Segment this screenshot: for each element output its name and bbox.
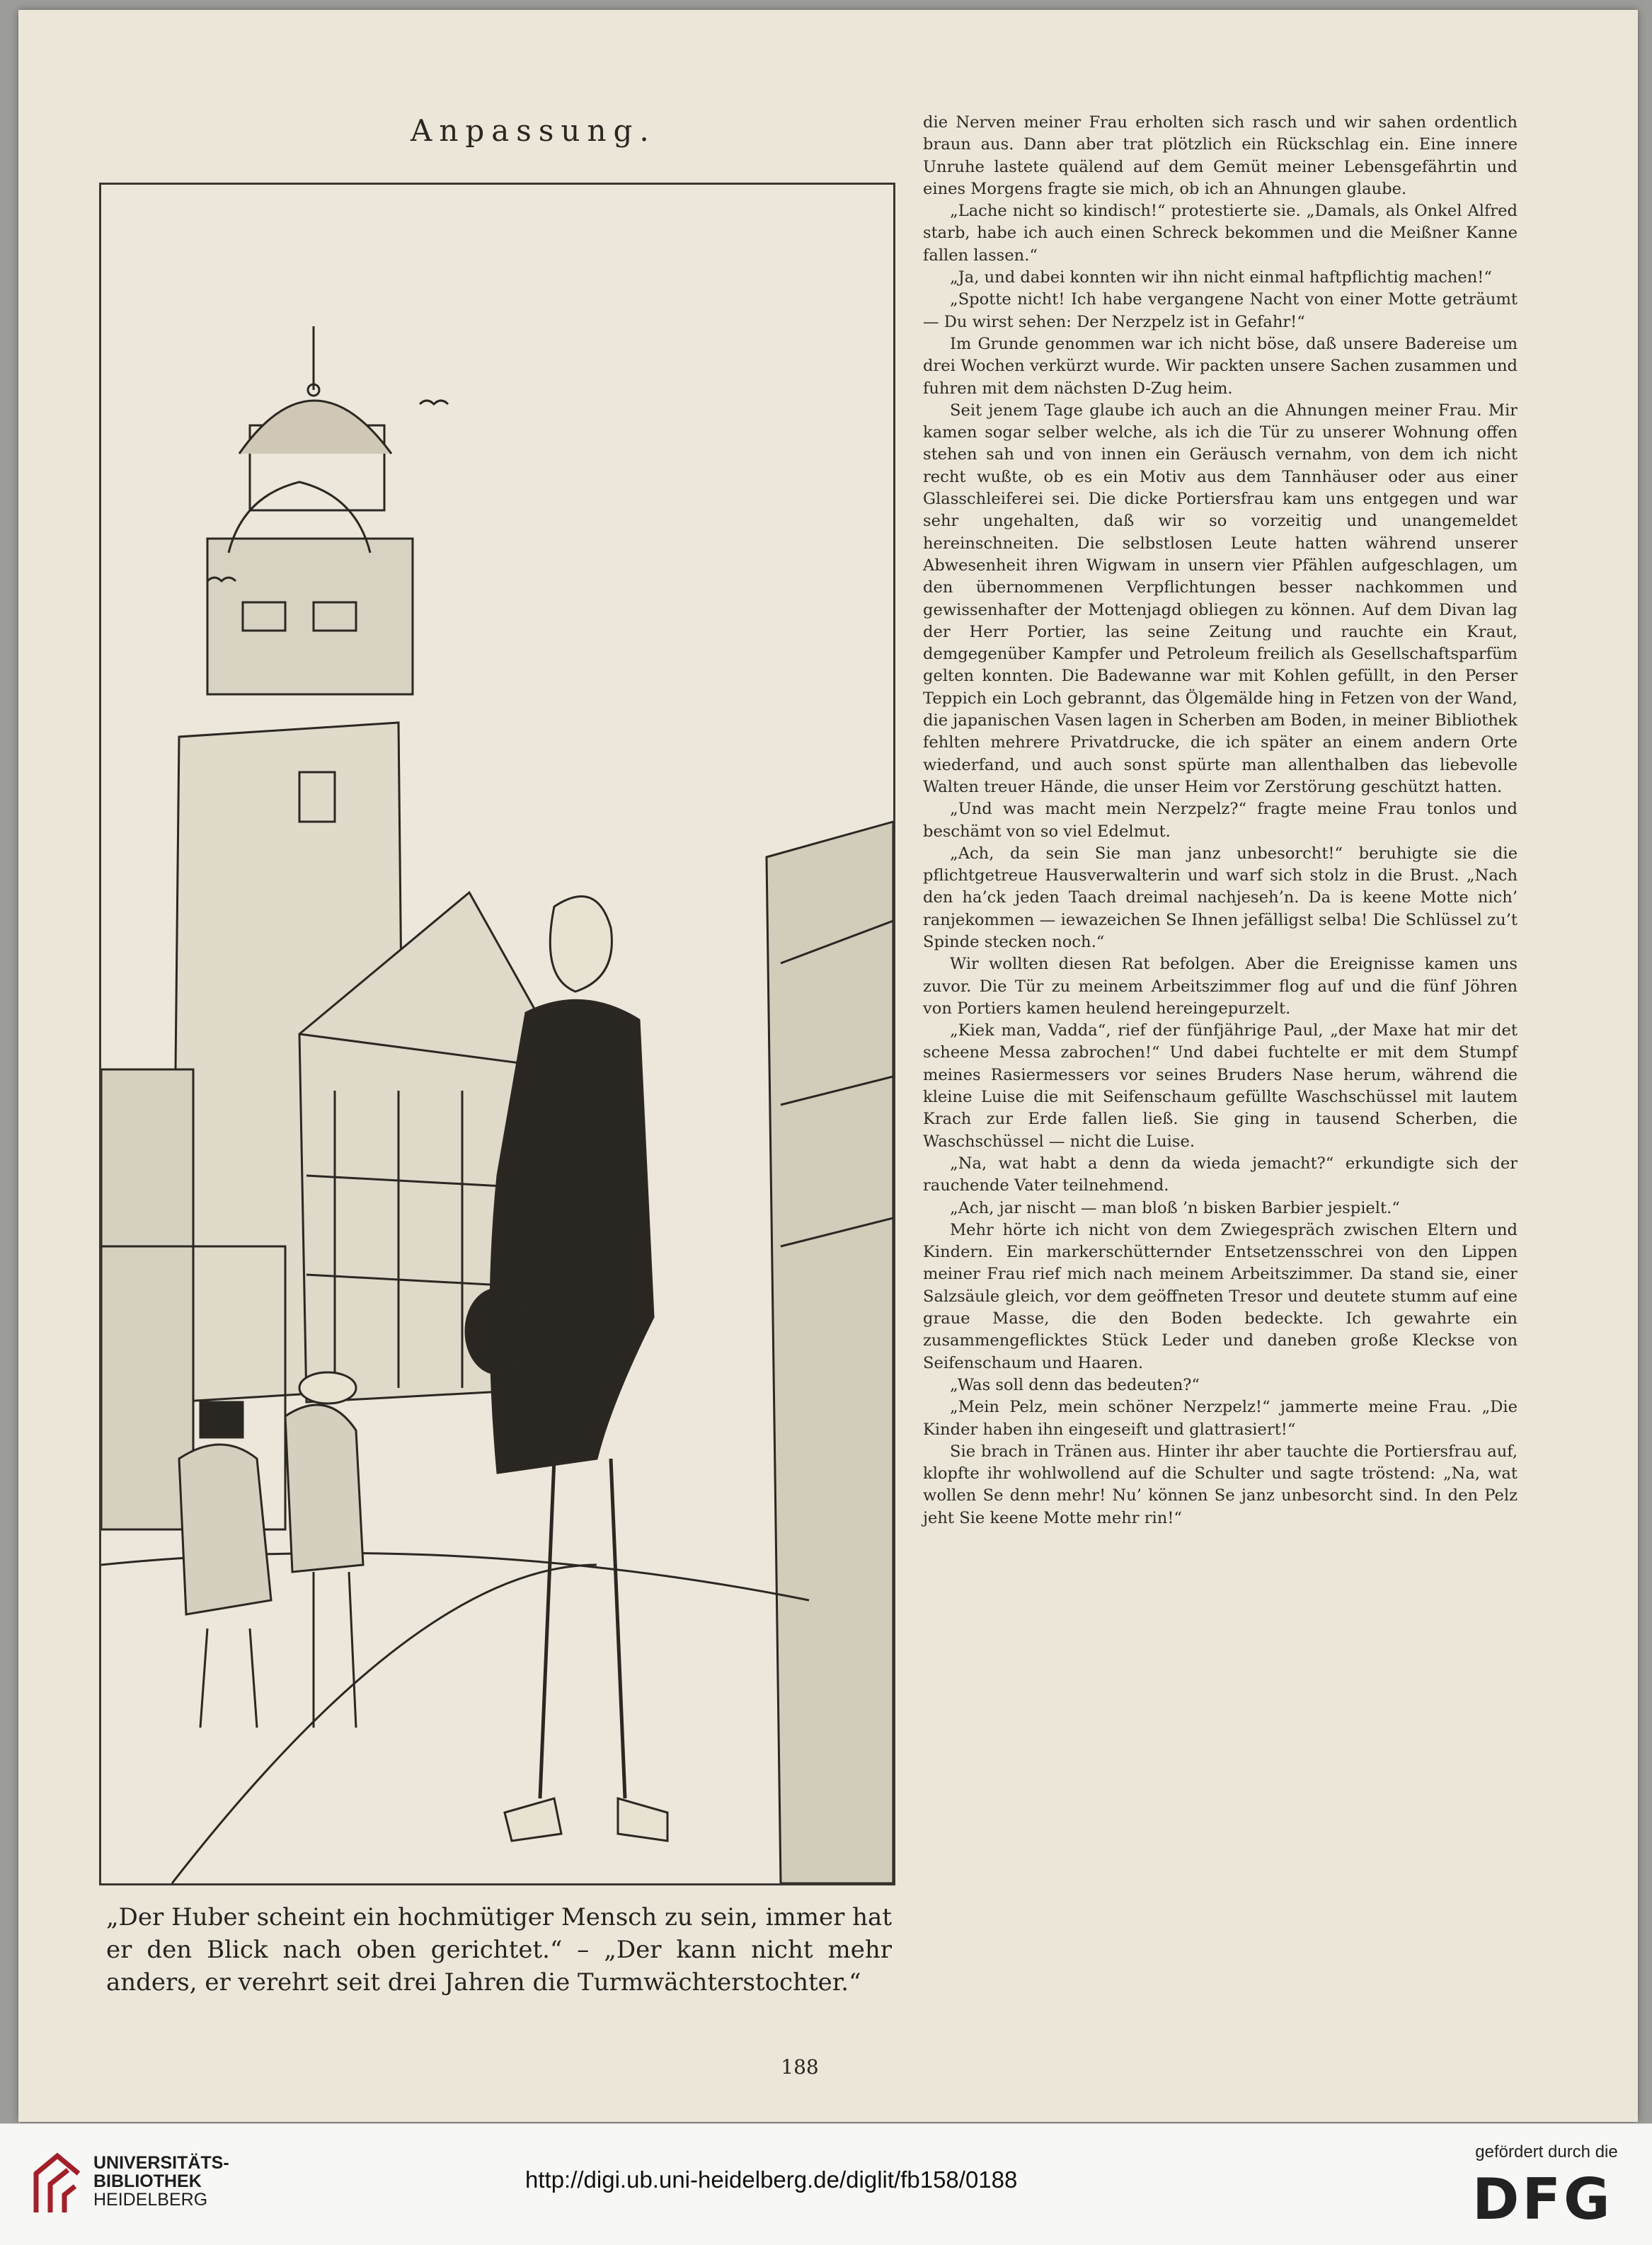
- viewer-footer: [0, 2123, 1652, 2245]
- article-text: [923, 112, 1518, 1529]
- paragraph: „Kiek man, Vadda“, rief der fünfjährige Paul, „der Maxe hat mir det scheene Messa zabrochen!“ Und dabei fuchtelte er mit dem Stumpf meines Rasiermessers vor seines Bruders Nase herum, während die kleine Luise die mit Seifenschaum gefüllte Waschschüssel mit lautem Krach zur Erde fallen ließ. Sie ging in tausend Scherben, die Waschschüssel — nicht die Luise.: [923, 1021, 1518, 1151]
- funding-note: gefördert durch die: [1475, 2142, 1618, 2161]
- library-name-line: UNIVERSITÄTS-: [93, 2153, 229, 2173]
- paragraph: „Lache nicht so kindisch!“ protestierte sie. „Damals, als Onkel Alfred starb, habe ich auch einen Schreck bekommen und die Meißner Kanne fallen lassen.“: [923, 202, 1518, 265]
- paragraph: „Spotte nicht! Ich habe vergangene Nacht von einer Motte geträumt — Du wirst sehen: Der Nerzpelz ist in Gefahr!“: [923, 290, 1518, 331]
- paragraph: „Ach, da sein Sie man janz unbesorcht!“ beruhigte sie die pflichtgetreue Hausverwalterin und warf sich stolz in die Brust. „Nach den ha’ck jeden Taach dreimal nachjeseh’n. Da is keene Motte nich’ ranjekommen — iewazeichen Se Ihnen jefälligst selba! Die Schlüssel zu’t Spinde stecken noch.“: [923, 844, 1518, 951]
- library-name[interactable]: [93, 2154, 229, 2209]
- paragraph: „Na, wat habt a denn da wieda jemacht?“ erkundigte sich der rauchende Vater teilnehmend.: [923, 1154, 1518, 1195]
- library-logo-icon[interactable]: [25, 2145, 89, 2223]
- paragraph: Im Grunde genommen war ich nicht böse, daß unsere Badereise um drei Wochen verkürzt wurde. Wir packten unsere Sachen zusammen und fuhren mit dem nächsten D-Zug heim.: [923, 334, 1518, 398]
- illustration-drawing: [101, 185, 893, 1883]
- illustration-caption: „Der Huber scheint ein hochmütiger Mensch zu sein, immer hat er den Blick nach oben gerichtet.“ – „Der kann nicht mehr anders, er verehrt seit drei Jahren die Turmwächterstochter.“: [106, 1903, 892, 1997]
- paragraph: Seit jenem Tage glaube ich auch an die Ahnungen meiner Frau. Mir kamen sogar selber welche, als ich die Tür zu unserer Wohnung offen stehen sah und von innen ein Geräusch vernahm, von dem ich nicht recht wußte, ob es ein Motiv aus dem Tannhäuser oder aus einer Glasschleiferei sei. Die dicke Portiersfrau kam uns entgegen und war sehr ungehalten, daß wir so vorzeitig und unangemeldet hereinschneiten. Die selbstlosen Leute hatten während unserer Abwesenheit ihren Wigwam in unsern vier Pfählen aufgeschlagen, um den übernommenen Verpflichtungen besser nachkommen und gewissenhafter der Mottenjagd obliegen zu können. Auf dem Divan lag der Herr Portier, las seine Zeitung und rauchte ein Kraut, demgegenüber Kampfer und Petroleum freilich als Gesellschaftsparfüm gelten konnten. Die Badewanne war mit Kohlen gefüllt, in den Perser Teppich ein Loch gebrannt, das Ölgemälde hing in Fetzen von der Wand, die japanischen Vasen lagen in Scherben am Boden, in meiner Bibliothek fehlten mehrere Privatdrucke, die ich später an einem andern Orte wiederfand, und auch sonst spürte man allenthalben das liebevolle Walten treuer Hände, die unser Heim vor Zerstörung geschützt hatten.: [923, 401, 1518, 796]
- paragraph: Sie brach in Tränen aus. Hinter ihr aber tauchte die Portiersfrau auf, klopfte ihr wohlwollend auf die Schulter und sagte tröstend: „Na, wat wollen Se denn mehr! Nu’ können Se janz unbesorcht sind. In den Pelz jeht Sie keene Motte mehr rin!“: [923, 1442, 1518, 1527]
- library-name-line: BIBLIOTHEK: [93, 2171, 202, 2191]
- library-name-line: HEIDELBERG: [93, 2190, 208, 2210]
- paragraph: „Ja, und dabei konnten wir ihn nicht einmal haftpflichtig machen!“: [950, 268, 1492, 287]
- paragraph: Wir wollten diesen Rat befolgen. Aber die Ereignisse kamen uns zuvor. Die Tür zu meinem Arbeitszimmer flog auf und die fünf Jöhren von Portiers kamen heulend hereingepurzelt.: [923, 955, 1518, 1018]
- paragraph: die Nerven meiner Frau erholten sich rasch und wir sahen ordentlich braun aus. Dann aber trat plötzlich ein Rückschlag ein. Eine innere Unruhe lastete quälend auf dem Gemüt meiner Lebensgefährtin und eines Morgens fragte sie mich, ob ich an Ahnungen glaube.: [923, 113, 1518, 198]
- permalink-url[interactable]: http://digi.ub.uni-heidelberg.de/diglit/fb158/0188: [525, 2166, 1018, 2193]
- illustration: [99, 183, 895, 1885]
- paragraph: „Und was macht mein Nerzpelz?“ fragte meine Frau tonlos und beschämt von so viel Edelmut.: [923, 800, 1518, 841]
- paragraph: „Mein Pelz, mein schöner Nerzpelz!“ jammerte meine Frau. „Die Kinder haben ihn eingeseift und glattrasiert!“: [923, 1398, 1518, 1439]
- paragraph: Mehr hörte ich nicht von dem Zwiegespräch zwischen Eltern und Kindern. Ein markerschütternder Entsetzensschrei von den Lippen meiner Frau rief mich nach meinem Arbeitszimmer. Da stand sie, einer Salzsäule gleich, vor dem geöffneten Tresor und deutete stumm auf eine graue Masse, die den Boden bedeckte. Ich gewahrte ein zusammengeflicktes Stück Leder und daneben große Kleckse von Seifenschaum und Haaren.: [923, 1220, 1518, 1372]
- paragraph: „Ach, jar nischt — man bloß ’n bisken Barbier jespielt.“: [950, 1198, 1400, 1217]
- page-heading: Anpassung.: [411, 113, 656, 148]
- dfg-logo[interactable]: DFG: [1472, 2166, 1613, 2232]
- page-number: 188: [781, 2055, 819, 2079]
- paragraph: „Was soll denn das bedeuten?“: [950, 1375, 1200, 1394]
